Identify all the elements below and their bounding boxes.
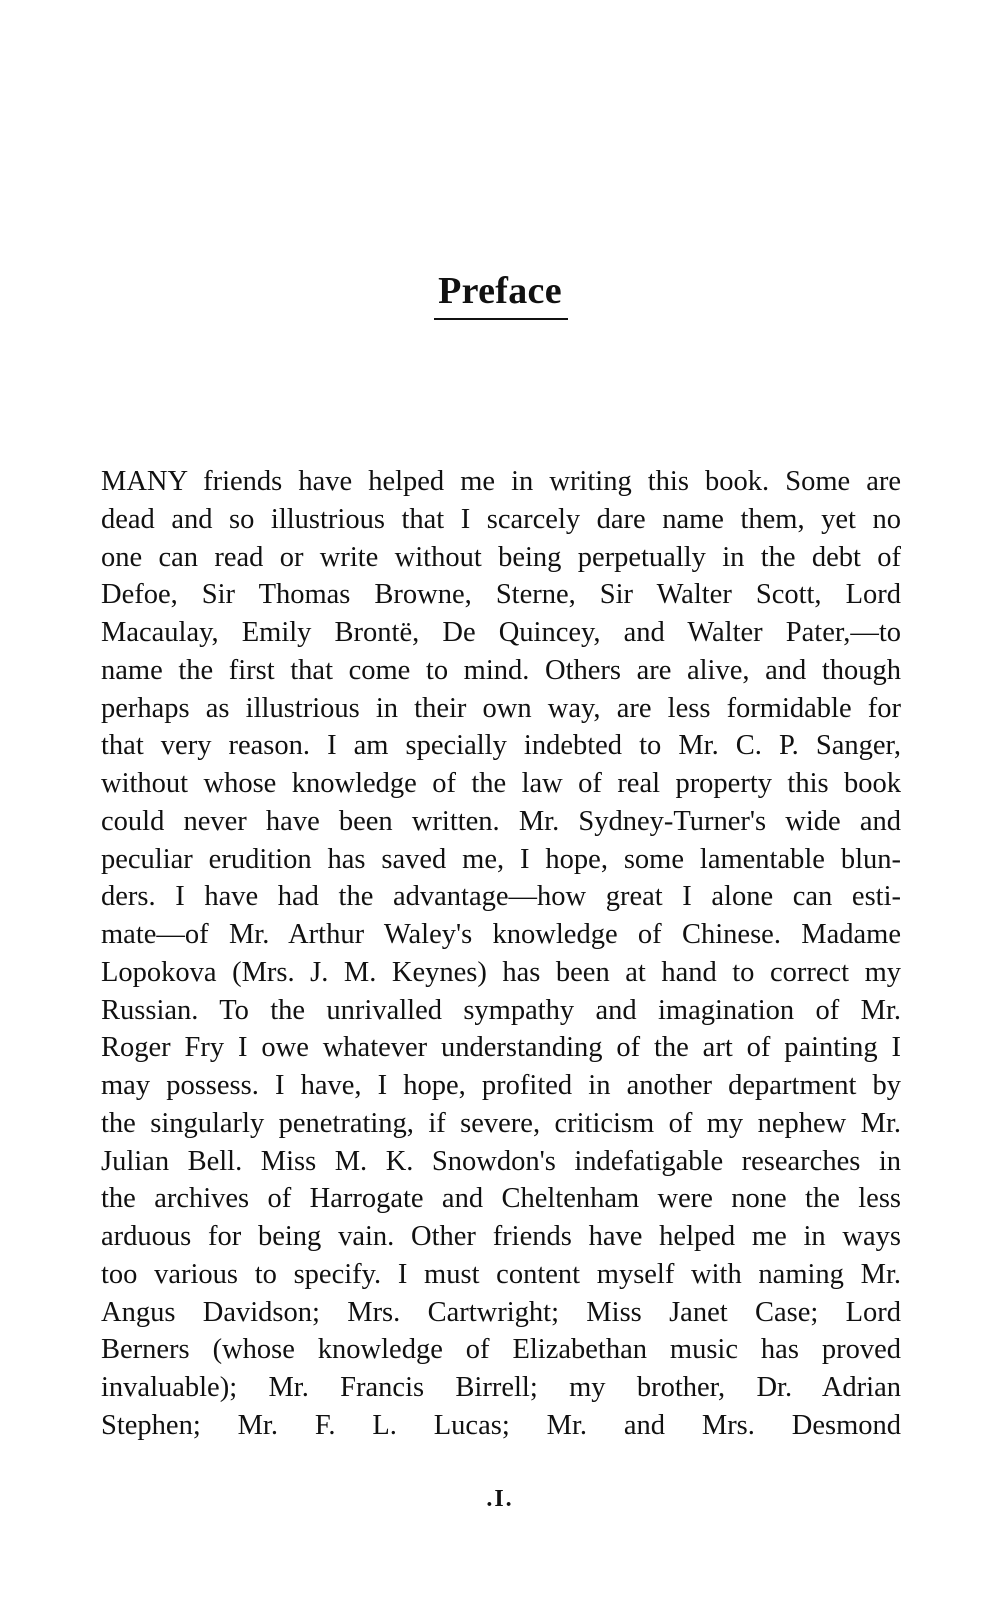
text-line: Lopokova (Mrs. J. M. Keynes) has been at hand to correct my (101, 956, 901, 988)
text-line: Berners (whose knowledge of Elizabethan music has proved (101, 1334, 901, 1366)
page-number: .I. (486, 1486, 514, 1512)
text-line: mate—of Mr. Arthur Waley's knowledge of Chinese. Madame (101, 919, 901, 950)
text-line: that very reason. I am specially indebted to Mr. C. P. Sanger, (101, 730, 901, 762)
text-line: without whose knowledge of the law of real property this book (101, 768, 901, 799)
text-line: MANY friends have helped me in writing this book. Some are (101, 466, 901, 497)
text-line: ders. I have had the advantage—how great I alone can esti- (101, 881, 901, 913)
text-line: Julian Bell. Miss M. K. Snowdon's indefatigable researches in (101, 1145, 901, 1177)
text-line: Roger Fry I owe whatever understanding of the art of painting I (101, 1032, 901, 1064)
text-line: the archives of Harrogate and Cheltenham were none the less (101, 1183, 901, 1215)
page-title: Preface (438, 270, 562, 312)
text-line: could never have been written. Mr. Sydney-Turner's wide and (101, 805, 901, 837)
text-line: perhaps as illustrious in their own way, are less formidable for (101, 692, 901, 724)
text-line: Macaulay, Emily Brontë, De Quincey, and Walter Pater,—to (101, 617, 901, 648)
text-line: too various to specify. I must content myself with naming Mr. (101, 1258, 901, 1290)
text-line: peculiar erudition has saved me, I hope, some lamentable blun- (101, 843, 901, 875)
text-line: may possess. I have, I hope, profited in another department by (101, 1070, 901, 1101)
text-line: the singularly penetrating, if severe, criticism of my nephew Mr. (101, 1107, 901, 1139)
preface-paragraph (101, 463, 901, 1445)
text-line: Defoe, Sir Thomas Browne, Sterne, Sir Walter Scott, Lord (101, 579, 901, 611)
text-line: Stephen; Mr. F. L. Lucas; Mr. and Mrs. Desmond (101, 1409, 901, 1441)
text-line: dead and so illustrious that I scarcely dare name them, yet no (101, 503, 901, 535)
text-line: Angus Davidson; Mrs. Cartwright; Miss Janet Case; Lord (101, 1296, 901, 1328)
text-line: invaluable); Mr. Francis Birrell; my brother, Dr. Adrian (101, 1372, 901, 1403)
text-line: arduous for being vain. Other friends have helped me in ways (101, 1221, 901, 1252)
title-underline (434, 318, 568, 320)
text-line: Russian. To the unrivalled sympathy and imagination of Mr. (101, 994, 901, 1026)
text-line: name the first that come to mind. Others are alive, and though (101, 654, 901, 686)
text-line: one can read or write without being perpetually in the debt of (101, 541, 901, 573)
